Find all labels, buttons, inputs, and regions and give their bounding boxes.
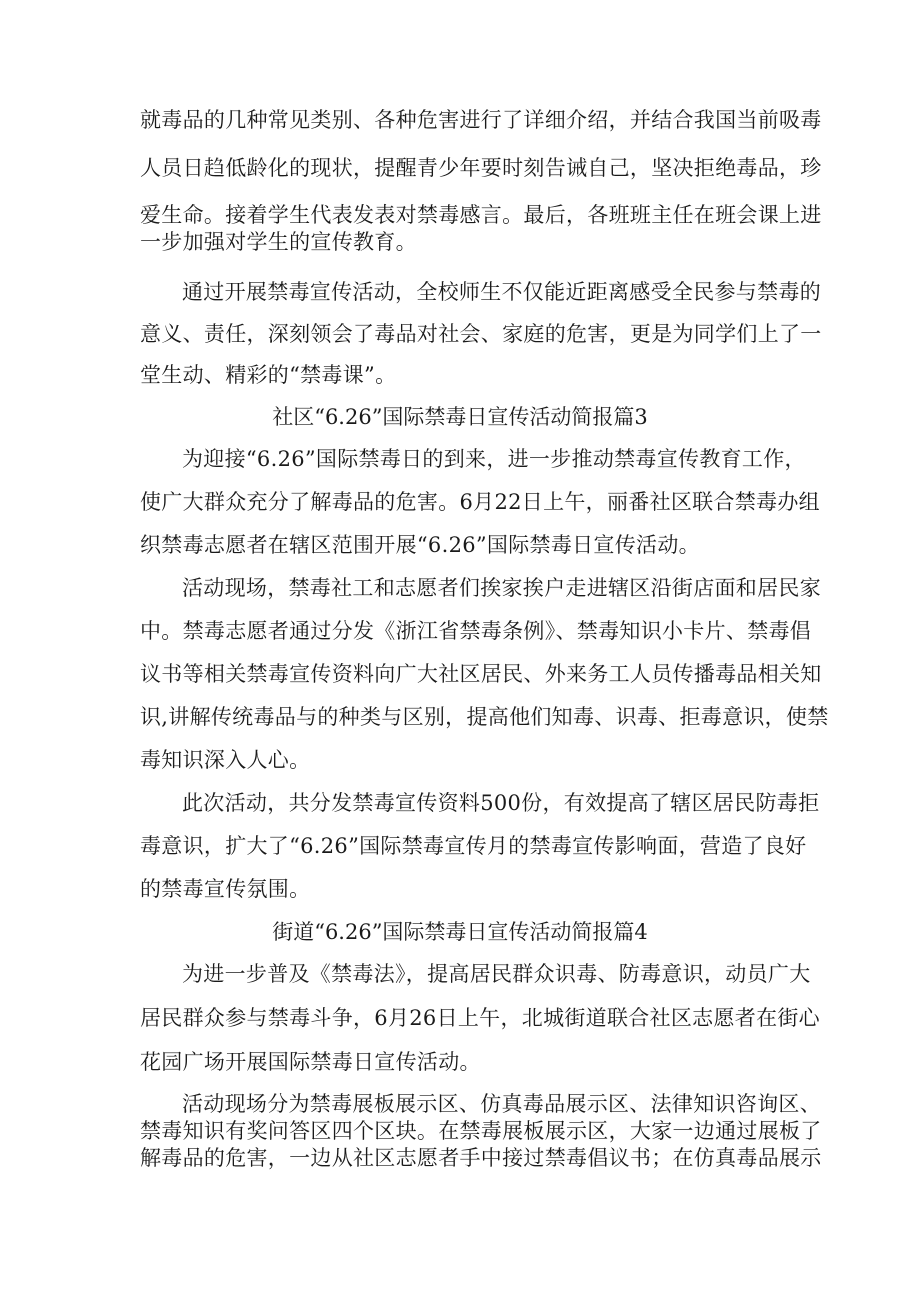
text-line: 通过开展禁毒宣传活动，全校师生不仅能近距离感受全民参与禁毒的 <box>182 280 821 304</box>
text-line: 意义、责任，深刻领会了毒品对社会、家庭的危害，更是为同学们上了一 <box>140 322 822 346</box>
text-line: 爱生命。接着学生代表发表对禁毒感言。最后，各班班主任在班会课上进 <box>140 203 822 227</box>
text-line: 议书等相关禁毒宣传资料向广大社区居民、外来务工人员传播毒品相关知 <box>140 662 822 686</box>
text-line: 为迎接“6.26”国际禁毒日的到来，进一步推动禁毒宣传教育工作， <box>182 447 806 471</box>
text-line: 织禁毒志愿者在辖区范围开展“6.26”国际禁毒日宣传活动。 <box>140 533 700 557</box>
text-line: 识,讲解传统毒品与的种类与区别，提高他们知毒、识毒、拒毒意识，使禁 <box>140 705 829 729</box>
text-line: 毒意识，扩大了“6.26”国际禁毒宣传月的禁毒宣传影响面，营造了良好 <box>140 834 807 858</box>
text-line: 中。禁毒志愿者通过分发《浙江省禁毒条例》、禁毒知识小卡片、禁毒倡 <box>140 619 812 643</box>
text-line: 禁毒知识有奖问答区四个区块。在禁毒展板展示区，大家一边通过展板了 <box>140 1119 822 1143</box>
text-line: 居民群众参与禁毒斗争，6月26日上午，北城街道联合社区志愿者在街心 <box>140 1006 820 1030</box>
text-line: 人员日趋低龄化的现状，提醒青少年要时刻告诫自己，坚决拒绝毒品，珍 <box>140 156 822 180</box>
section-heading: 街道“6.26”国际禁毒日宣传活动简报篇4 <box>272 920 648 944</box>
text-line: 此次活动，共分发禁毒宣传资料500份，有效提高了辖区居民防毒拒 <box>182 791 820 815</box>
text-line: 活动现场，禁毒社工和志愿者们挨家挨户走进辖区沿街店面和居民家 <box>182 576 821 600</box>
text-line: 花园广场开展国际禁毒日宣传活动。 <box>140 1050 481 1074</box>
text-line: 为进一步普及《禁毒法》，提高居民群众识毒、防毒意识，动员广大 <box>182 962 811 986</box>
text-line: 一步加强对学生的宣传教育。 <box>140 230 417 254</box>
text-line: 解毒品的危害，一边从社区志愿者手中接过禁毒倡议书；在仿真毒品展示 <box>140 1146 822 1170</box>
text-line: 的禁毒宣传氛围。 <box>140 877 311 901</box>
text-line: 毒知识深入人心。 <box>140 748 311 772</box>
section-heading: 社区“6.26”国际禁毒日宣传活动简报篇3 <box>272 405 648 429</box>
text-line: 使广大群众充分了解毒品的危害。6月22日上午，丽番社区联合禁毒办组 <box>140 490 820 514</box>
text-line: 就毒品的几种常见类别、各种危害进行了详细介绍，并结合我国当前吸毒 <box>140 108 822 132</box>
text-line: 堂生动、精彩的“禁毒课”。 <box>140 363 397 387</box>
text-line: 活动现场分为禁毒展板展示区、仿真毒品展示区、法律知识咨询区、 <box>182 1092 821 1116</box>
